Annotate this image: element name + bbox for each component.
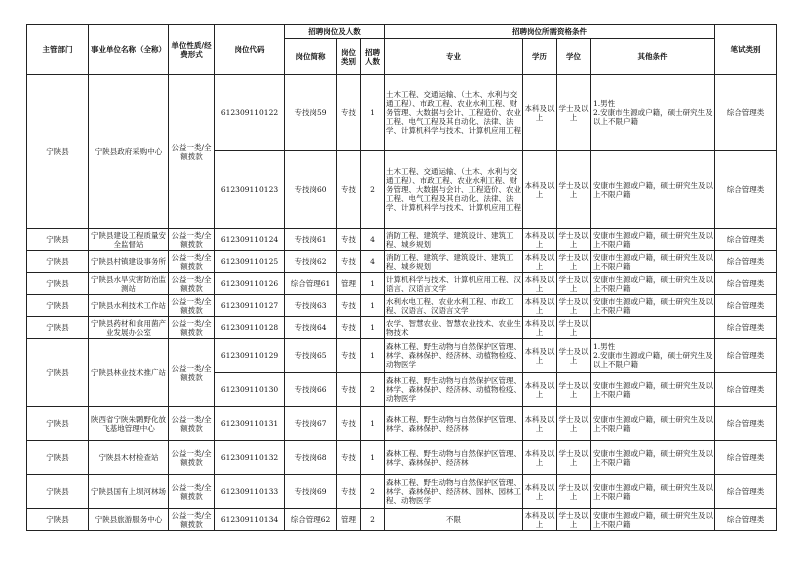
code-cell: 612309110129 — [215, 339, 285, 373]
code-cell: 612309110133 — [215, 475, 285, 509]
major-cell: 森林工程、野生动物与自然保护区管理、林学、森林保护、经济林、动植物检疫、动物医学 — [385, 373, 523, 407]
degree-cell: 学士及以上 — [557, 373, 591, 407]
edu-cell: 本科及以上 — [524, 274, 555, 293]
exam-cell: 综合管理类 — [715, 273, 777, 295]
other-cell: 安康市生源或户籍，硕士研究生及以上不限户籍 — [591, 509, 715, 531]
degree-cell: 学士及以上 — [557, 441, 591, 475]
unit-name-cell: 宁陕县国有上坝河林场 — [89, 475, 169, 509]
pos-name-cell: 综合管理62 — [285, 509, 337, 531]
unit-name-cell: 陕西省宁陕朱鹮野化放飞基地管理中心 — [89, 407, 169, 441]
major-cell: 水利水电工程、农业水利工程、市政工程、汉语言、汉语言文学 — [385, 295, 523, 317]
exam-cell: 综合管理类 — [715, 151, 777, 229]
other-cell: 安康市生源或户籍，硕士研究生及以上不限户籍 — [591, 151, 715, 229]
dept-cell: 宁陕县 — [27, 317, 89, 339]
edu-cell: 本科及以上 — [524, 510, 555, 529]
pos-type-cell: 专技 — [337, 295, 361, 317]
major-cell: 计算机科学与技术、计算机应用工程、汉语言、汉语言文学 — [386, 274, 521, 293]
dept-cell: 宁陕县 — [27, 273, 89, 295]
degree-cell: 学士及以上 — [558, 510, 589, 529]
pos-type-cell: 专技 — [337, 317, 361, 339]
pos-name-cell: 专技岗65 — [285, 339, 337, 373]
header-degree: 学位 — [557, 39, 591, 75]
header-group-requirements: 招聘岗位所需资格条件 — [385, 25, 715, 39]
degree-cell: 学士及以上 — [558, 230, 589, 249]
table-row — [27, 509, 777, 531]
header-unit: 事业单位名称（全称） — [89, 25, 169, 75]
unit-name-cell: 宁陕县林业技术推广站 — [89, 339, 169, 407]
unit-nature-cell: 公益一类/全额拨款 — [169, 317, 215, 339]
code-cell: 612309110134 — [215, 509, 285, 531]
header-pos-type: 岗位类别 — [337, 39, 361, 75]
table-row — [27, 229, 777, 251]
table-row — [27, 295, 777, 317]
other-cell: 安康市生源或户籍，硕士研究生及以上不限户籍 — [591, 295, 715, 317]
other-cell: 安康市生源或户籍，硕士研究生及以上不限户籍 — [591, 229, 715, 251]
exam-cell: 综合管理类 — [715, 441, 777, 475]
pos-name-cell: 专技岗61 — [285, 229, 337, 251]
major-cell: 森林工程、野生动物与自然保护区管理、林学、森林保护、经济林 — [385, 407, 523, 441]
count-cell: 1 — [361, 407, 385, 441]
dept-cell: 宁陕县 — [27, 75, 89, 229]
edu-cell: 本科及以上 — [524, 230, 555, 249]
count-cell: 1 — [361, 295, 385, 317]
header-major: 专业 — [385, 39, 523, 75]
exam-cell: 综合管理类 — [715, 475, 777, 509]
table-row — [27, 441, 777, 475]
edu-cell: 本科及以上 — [523, 151, 557, 229]
recruitment-table-wrapper — [26, 24, 776, 531]
unit-nature-cell: 公益一类/全额拨款 — [169, 339, 215, 407]
table-row — [27, 475, 777, 509]
code-cell: 612309110130 — [215, 373, 285, 407]
code-cell: 612309110128 — [215, 317, 285, 339]
count-cell: 2 — [361, 373, 385, 407]
edu-cell: 本科及以上 — [523, 407, 557, 441]
pos-name-cell: 专技岗60 — [285, 151, 337, 229]
major-cell: 农学、智慧农业、智慧农业技术、农业生物技术 — [386, 318, 521, 337]
other-cell: 安康市生源或户籍，硕士研究生及以上不限户籍 — [591, 475, 715, 509]
header-group-positions: 招聘岗位及人数 — [285, 25, 385, 39]
table-row — [27, 251, 777, 273]
unit-nature-cell: 公益一类/全额拨款 — [169, 407, 215, 441]
table-row — [27, 75, 777, 151]
unit-name-cell: 宁陕县村镇建设事务所 — [89, 251, 169, 273]
pos-type-cell: 专技 — [337, 339, 361, 373]
unit-name-cell: 宁陕县建设工程质量安全监督站 — [89, 229, 169, 251]
major-cell: 森林工程、野生动物与自然保护区管理、林学、森林保护、经济林、园林、园林工程、动物医学 — [385, 475, 523, 509]
edu-cell: 本科及以上 — [523, 475, 557, 509]
header-edu: 学历 — [523, 39, 557, 75]
other-cell: 安康市生源或户籍，硕士研究生及以上不限户籍 — [591, 441, 715, 475]
pos-type-cell: 专技 — [337, 373, 361, 407]
table-row — [27, 407, 777, 441]
dept-cell: 宁陕县 — [27, 407, 89, 441]
other-cell: 安康市生源或户籍，硕士研究生及以上不限户籍 — [591, 407, 715, 441]
dept-cell: 宁陕县 — [27, 509, 89, 531]
count-cell: 4 — [361, 251, 385, 273]
pos-type-cell: 专技 — [337, 229, 361, 251]
code-cell: 612309110132 — [215, 441, 285, 475]
code-cell: 612309110124 — [215, 229, 285, 251]
header-other: 其他条件 — [591, 39, 715, 75]
code-cell: 612309110125 — [215, 251, 285, 273]
count-cell: 2 — [361, 509, 385, 531]
dept-cell: 宁陕县 — [27, 441, 89, 475]
pos-type-cell: 专技 — [337, 151, 361, 229]
degree-cell: 学士及以上 — [557, 339, 591, 373]
code-cell: 612309110131 — [215, 407, 285, 441]
unit-nature-cell: 公益一类/全额拨款 — [169, 509, 215, 531]
dept-cell: 宁陕县 — [27, 339, 89, 407]
code-cell: 612309110127 — [215, 295, 285, 317]
degree-cell: 学士及以上 — [557, 407, 591, 441]
unit-name-cell: 宁陕县旅游服务中心 — [89, 509, 169, 531]
unit-nature-cell: 公益一类/全额拨款 — [169, 295, 215, 317]
pos-name-cell: 综合管理61 — [285, 273, 337, 295]
exam-cell: 综合管理类 — [715, 251, 777, 273]
dept-cell: 宁陕县 — [27, 295, 89, 317]
pos-name-cell: 专技岗64 — [285, 317, 337, 339]
unit-name-cell: 宁陕县水旱灾害防治监测站 — [89, 273, 169, 295]
pos-type-cell: 专技 — [337, 251, 361, 273]
unit-name-cell: 宁陕县药材和食用菌产业发展办公室 — [89, 317, 169, 339]
pos-type-cell: 专技 — [337, 475, 361, 509]
count-cell: 1 — [361, 75, 385, 151]
table-row — [27, 273, 777, 295]
header-pos-name: 岗位简称 — [285, 39, 337, 75]
code-cell: 612309110123 — [215, 151, 285, 229]
count-cell: 4 — [361, 229, 385, 251]
pos-type-cell: 专技 — [337, 407, 361, 441]
dept-cell: 宁陕县 — [27, 251, 89, 273]
major-cell: 森林工程、野生动物与自然保护区管理、林学、森林保护、经济林 — [385, 441, 523, 475]
pos-name-cell: 专技岗69 — [285, 475, 337, 509]
pos-type-cell: 专技 — [337, 441, 361, 475]
header-code: 岗位代码 — [215, 25, 285, 75]
code-cell: 612309110122 — [215, 75, 285, 151]
unit-nature-cell: 公益一类/全额拨款 — [169, 229, 215, 251]
exam-cell: 综合管理类 — [715, 75, 777, 151]
exam-cell: 综合管理类 — [715, 407, 777, 441]
exam-cell: 综合管理类 — [715, 317, 777, 339]
pos-name-cell: 专技岗66 — [285, 373, 337, 407]
unit-name-cell: 宁陕县木材检查站 — [89, 441, 169, 475]
degree-cell: 学士及以上 — [557, 75, 591, 151]
degree-cell: 学士及以上 — [557, 151, 591, 229]
count-cell: 2 — [361, 475, 385, 509]
major-cell: 不限 — [385, 509, 523, 531]
other-cell: 1.男性 2.安康市生源或户籍，硕士研究生及以上不限户籍 — [591, 339, 715, 373]
major-cell: 土木工程、交通运输、（土木、水利与交通工程）、市政工程、农业水利工程、财务管理、大数据与会计、工程造价、农业工程、电气工程及其自动化、法律、法学、计算机科学与技术、计算机应用工程 — [385, 151, 523, 229]
unit-nature-cell: 公益一类/全额拨款 — [169, 441, 215, 475]
degree-cell: 学士及以上 — [558, 296, 589, 315]
major-cell: 消防工程、建筑学、建筑设计、建筑工程、城乡规划 — [385, 229, 523, 251]
unit-nature-cell: 公益一类/全额拨款 — [169, 251, 215, 273]
edu-cell: 本科及以上 — [523, 441, 557, 475]
exam-cell: 综合管理类 — [715, 509, 777, 531]
unit-nature-cell: 公益一类/全额拨款 — [169, 273, 215, 295]
pos-type-cell: 管理 — [337, 509, 361, 531]
edu-cell: 本科及以上 — [523, 75, 557, 151]
major-cell: 土木工程、交通运输、（土木、水利与交通工程）、市政工程、农业水利工程、财务管理、大数据与会计、工程造价、农业工程、电气工程及其自动化、法律、法学、计算机科学与技术、计算机应用工程 — [385, 75, 523, 151]
degree-cell: 学士及以上 — [558, 274, 589, 293]
recruitment-table — [26, 24, 777, 531]
edu-cell: 本科及以上 — [523, 339, 557, 373]
header-exam: 笔试类别 — [715, 25, 777, 75]
major-cell: 消防工程、建筑学、建筑设计、建筑工程、城乡规划 — [385, 251, 523, 273]
major-cell: 森林工程、野生动物与自然保护区管理、林学、森林保护、经济林、动植物检疫、动物医学 — [385, 339, 523, 373]
pos-name-cell: 专技岗67 — [285, 407, 337, 441]
count-cell: 1 — [361, 273, 385, 295]
other-cell: 安康市生源或户籍，硕士研究生及以上不限户籍 — [591, 273, 715, 295]
dept-cell: 宁陕县 — [27, 475, 89, 509]
pos-name-cell: 专技岗63 — [285, 295, 337, 317]
unit-nature-cell: 公益一类/全额拨款 — [169, 75, 215, 229]
pos-name-cell: 专技岗62 — [285, 251, 337, 273]
edu-cell: 本科及以上 — [524, 318, 555, 337]
count-cell: 1 — [361, 441, 385, 475]
edu-cell: 本科及以上 — [524, 252, 555, 271]
exam-cell: 综合管理类 — [715, 339, 777, 373]
count-cell: 1 — [361, 339, 385, 373]
code-cell: 612309110126 — [215, 273, 285, 295]
other-cell: 安康市生源或户籍，硕士研究生及以上不限户籍 — [591, 373, 715, 407]
degree-cell: 学士及以上 — [557, 475, 591, 509]
exam-cell: 综合管理类 — [715, 229, 777, 251]
unit-name-cell: 宁陕县政府采购中心 — [89, 75, 169, 229]
edu-cell: 本科及以上 — [524, 296, 555, 315]
pos-name-cell: 专技岗59 — [285, 75, 337, 151]
other-cell — [591, 317, 715, 339]
pos-name-cell: 专技岗68 — [285, 441, 337, 475]
degree-cell: 学士及以上 — [558, 252, 589, 271]
table-row — [27, 339, 777, 373]
table-row — [27, 317, 777, 339]
pos-type-cell: 管理 — [337, 273, 361, 295]
count-cell: 1 — [361, 317, 385, 339]
header-count: 招聘人数 — [361, 39, 385, 75]
dept-cell: 宁陕县 — [27, 229, 89, 251]
pos-type-cell: 专技 — [337, 75, 361, 151]
exam-cell: 综合管理类 — [715, 373, 777, 407]
other-cell: 安康市生源或户籍，硕士研究生及以上不限户籍 — [591, 251, 715, 273]
exam-cell: 综合管理类 — [715, 295, 777, 317]
degree-cell: 学士及以上 — [558, 318, 589, 337]
edu-cell: 本科及以上 — [523, 373, 557, 407]
header-dept: 主管部门 — [27, 25, 89, 75]
count-cell: 2 — [361, 151, 385, 229]
unit-nature-cell: 公益一类/全额拨款 — [169, 475, 215, 509]
header-nature: 单位性质/经费形式 — [169, 25, 215, 75]
other-cell: 1.男性 2.安康市生源或户籍，硕士研究生及以上不限户籍 — [591, 75, 715, 151]
unit-name-cell: 宁陕县水利技术工作站 — [89, 295, 169, 317]
